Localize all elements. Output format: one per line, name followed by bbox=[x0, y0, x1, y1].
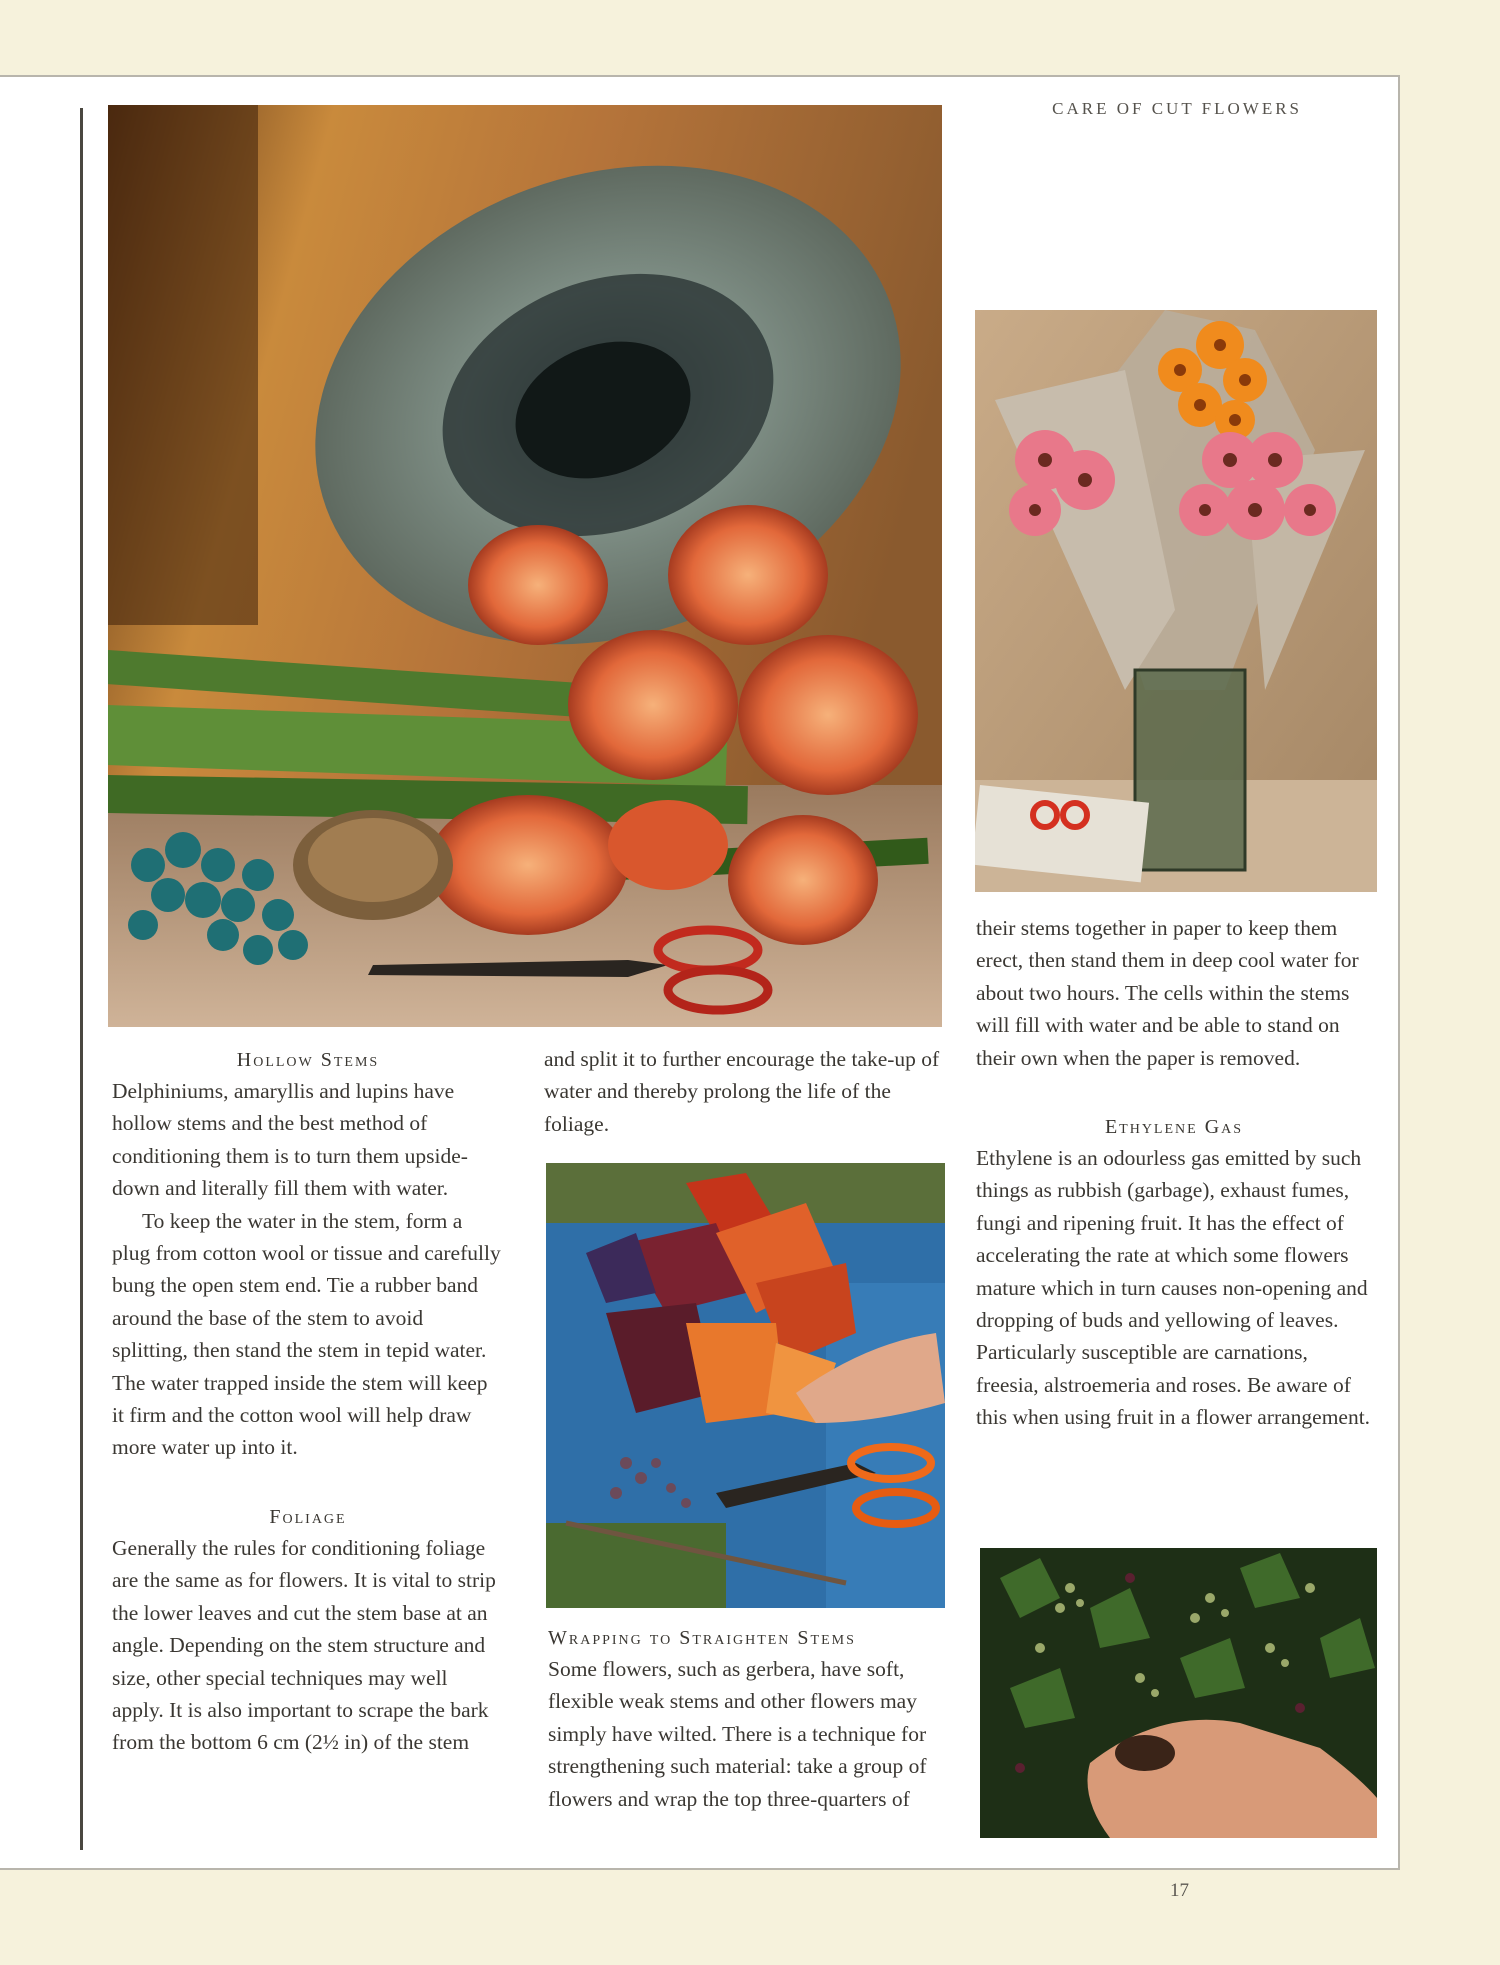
page-number: 17 bbox=[1170, 1880, 1189, 1901]
wrapping-continued: their stems together in paper to keep them erect, then stand them in deep cool water for about two hours. The cells within the stems will fill with water and be able to stand on their own when the paper is removed. bbox=[976, 916, 1359, 1070]
running-head: CARE OF CUT FLOWERS bbox=[1052, 99, 1302, 118]
text-column-middle-lower bbox=[548, 1623, 948, 1815]
amaryllis-photo bbox=[108, 105, 942, 1027]
hollow-stems-paragraph-1: Delphiniums, amaryllis and lupins have hollow stems and the best method of conditioning them is to turn them upside-down and literally fill them with water. bbox=[112, 1079, 468, 1201]
foliage-paragraph: Generally the rules for conditioning foliage are the same as for flowers. It is vital to strip the lower leaves and cut the stem base at an angle. Depending on the stem structure and size, other special techniques may well apply. It is also important to scrape the bark from the bottom 6 cm (2½ in) of the stem bbox=[112, 1535, 496, 1755]
ethylene-paragraph: Ethylene is an odourless gas emitted by such things as rubbish (garbage), exhaust fumes, fungi and ripening fruit. It has the effect of accelerating the rate at which some flowers mature which in turn causes non-opening and dropping of buds and yellowing of leaves. Particularly susceptible are carnations, freesia, alstroemeria and roses. Be aware of this when using fruit in a flower arrangement. bbox=[976, 1146, 1371, 1430]
hollow-stems-paragraph-2: To keep the water in the stem, form a plug from cotton wool or tissue and carefully bung the open stem end. Tie a rubber band around the base of the stem to avoid splitting, then stand the stem in tepid water. The water trapped inside the stem will keep it firm and the cotton wool will help draw more water up into it. bbox=[112, 1208, 501, 1460]
ivy-photo bbox=[980, 1548, 1377, 1838]
text-column-middle bbox=[544, 1043, 944, 1140]
foliage-photo bbox=[546, 1163, 945, 1608]
hollow-stems-heading: Hollow Stems bbox=[236, 1049, 380, 1071]
text-column-right bbox=[976, 912, 1372, 1434]
foliage-heading: Foliage bbox=[269, 1505, 347, 1528]
ethylene-heading: Ethylene Gas bbox=[1104, 1116, 1244, 1139]
gerbera-photo bbox=[975, 310, 1377, 892]
margin-rule bbox=[80, 108, 83, 1850]
text-column-left bbox=[112, 1045, 504, 1759]
wrapping-heading: Wrapping to Straighten Stems bbox=[548, 1627, 856, 1649]
wrapping-paragraph: Some flowers, such as gerbera, have soft, flexible weak stems and other flowers may simply have wilted. There is a technique for strengthening such material: take a group of flowers and wrap the top three-quarters of bbox=[548, 1657, 927, 1811]
foliage-continued: and split it to further encourage the take-up of water and thereby prolong the life of the foliage. bbox=[544, 1047, 940, 1136]
